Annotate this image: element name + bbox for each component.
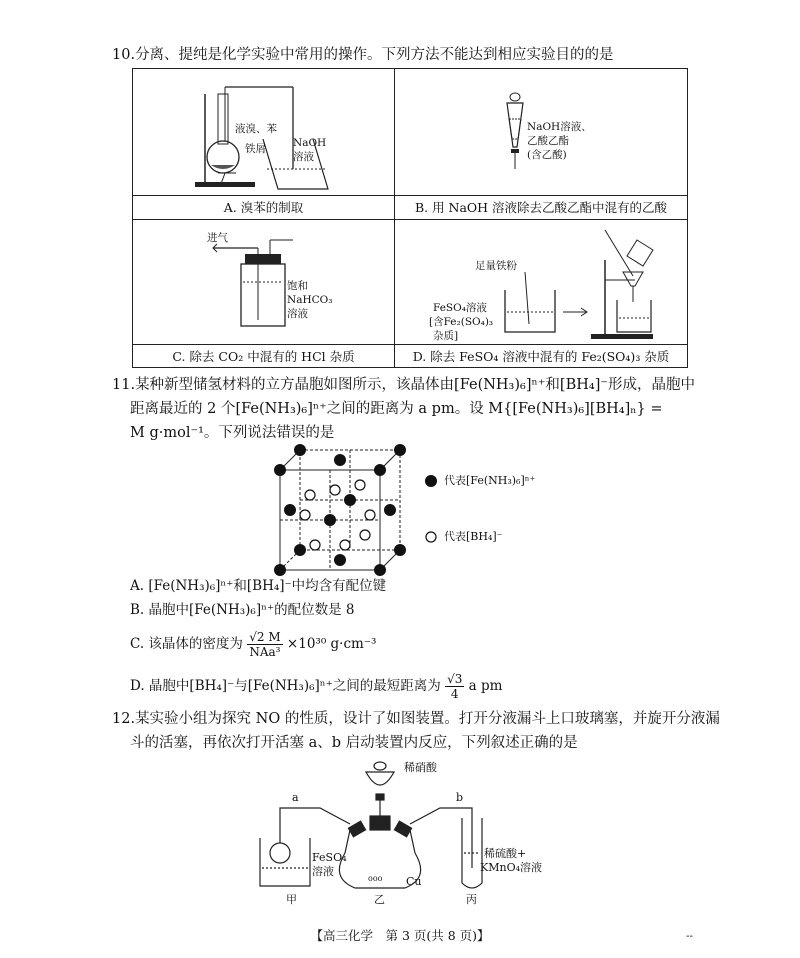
q10-number: 10. <box>112 47 136 63</box>
q11-option-d-suffix: a pm <box>468 678 503 694</box>
q11-option-c <box>130 630 376 659</box>
q12-text-1: 某实验小组为探究 NO 的性质，设计了如图装置。打开分液漏斗上口玻璃塞，并旋开分液漏 <box>135 711 720 727</box>
legend-filled-label: 代表[Fe(NH₃)₆]ⁿ⁺ <box>444 474 536 487</box>
label-nahco3: NaHCO₃ <box>287 294 333 306</box>
q10-caption-a: A. 溴苯的制取 <box>133 195 394 220</box>
label-saturated: 饱和 <box>287 280 308 292</box>
page-footer: 【高三化学 第 3 页(共 8 页)】 <box>310 928 490 943</box>
label-apparatus-yi: 乙 <box>374 893 385 906</box>
q11-option-c-denominator: NAa³ <box>249 645 281 659</box>
label-gas-in: 进气 <box>207 232 228 244</box>
q11-option-c-suffix: ×10³⁰ g·cm⁻³ <box>286 636 377 652</box>
q10-stem <box>112 44 614 66</box>
label-apparatus-jia: 甲 <box>286 893 297 906</box>
label-copper: Cu <box>406 875 422 888</box>
q12-number: 12. <box>112 711 136 727</box>
label-naoh-solution: NaOH溶液、 <box>527 121 592 133</box>
q11-number: 11. <box>112 377 136 393</box>
q11-text-1: 某种新型储氢材料的立方晶胞如图所示，该晶体由[Fe(NH₃)₆]ⁿ⁺和[BH₄]⁻形成，晶胞中 <box>135 377 696 393</box>
q10-text: 分离、提纯是化学实验中常用的操作。下列方法不能达到相应实验目的的是 <box>135 47 614 63</box>
unit-cell-diagram <box>270 440 420 580</box>
q11-stem-line2: 距离最近的 2 个[Fe(NH₃)₆]ⁿ⁺之间的距离为 a pm。设 M{[Fe(NH₃)₆][BH₄]ₙ} = <box>130 401 663 417</box>
label-kmno4-solution: KMnO₄溶液 <box>480 861 542 874</box>
page-mark: -- <box>686 930 694 942</box>
q11-option-d-numerator: √3 <box>447 672 463 686</box>
q10-option-grid <box>132 68 688 368</box>
label-valve-b: b <box>456 791 464 804</box>
label-apparatus-bing: 丙 <box>466 893 477 906</box>
label-iron-filings: 铁屑 <box>245 143 266 155</box>
q11-option-d-denominator: 4 <box>450 687 459 701</box>
no-experiment-apparatus <box>250 758 520 898</box>
q11-stem-line1 <box>112 374 695 396</box>
legend-filled-circle-icon <box>424 474 438 488</box>
q11-option-d-fraction <box>445 672 464 701</box>
label-dilute-nitric-acid: 稀硝酸 <box>404 761 437 774</box>
label-contains-acetic-acid: (含乙酸) <box>527 149 567 161</box>
q11-option-a: A. [Fe(NH₃)₆]ⁿ⁺和[BH₄]⁻中均含有配位键 <box>130 578 387 594</box>
label-solution-c: 溶液 <box>287 308 308 320</box>
label-ethyl-acetate: 乙酸乙酯 <box>527 135 569 147</box>
gas-washing-bottle <box>133 220 395 344</box>
label-feso4-solution: FeSO₄溶液 <box>433 302 487 314</box>
q11-option-d <box>130 672 502 701</box>
label-feso4: FeSO₄ <box>312 851 347 864</box>
q11-stem-line3: M g·mol⁻¹。下列说法错误的是 <box>130 425 335 441</box>
q10-cell-b <box>395 69 687 219</box>
q10-caption-b: B. 用 NaOH 溶液除去乙酸乙酯中混有的乙酸 <box>395 195 687 220</box>
label-dilute-sulfuric-acid: 稀硫酸+ <box>484 847 527 860</box>
label-bromine-benzene: 液溴、苯 <box>235 123 277 135</box>
q10-cell-d <box>395 219 687 367</box>
q11-option-c-prefix: C. 该晶体的密度为 <box>130 636 243 652</box>
q11-option-c-numerator: √2 M <box>249 630 281 644</box>
q11-option-b: B. 晶胞中[Fe(NH₃)₆]ⁿ⁺的配位数是 8 <box>130 602 355 618</box>
label-excess-iron-powder: 足量铁粉 <box>475 260 517 272</box>
q10-cell-a <box>133 69 395 219</box>
legend-open-label: 代表[BH₄]⁻ <box>444 530 503 543</box>
label-naoh: NaOH <box>293 137 327 149</box>
q12-stem-line1 <box>112 708 720 730</box>
label-valve-a: a <box>292 791 299 804</box>
label-feso4-solution-12: 溶液 <box>312 865 334 878</box>
label-containing-fe2so43: [含Fe₂(SO₄)₃ <box>429 316 494 328</box>
legend-open-circle-icon <box>424 530 438 544</box>
svg-text:ooo: ooo <box>368 874 383 883</box>
q10-caption-d: D. 除去 FeSO₄ 溶液中混有的 Fe₂(SO₄)₃ 杂质 <box>395 344 687 369</box>
q10-caption-c: C. 除去 CO₂ 中混有的 HCl 杂质 <box>133 344 394 369</box>
q11-option-d-prefix: D. 晶胞中[BH₄]⁻与[Fe(NH₃)₆]ⁿ⁺之间的最短距离为 <box>130 678 441 694</box>
q10-cell-c <box>133 219 395 367</box>
q12-stem-line2: 斗的活塞，再依次打开活塞 a、b 启动装置内反应，下列叙述正确的是 <box>130 735 578 751</box>
q11-option-c-fraction <box>247 630 282 659</box>
label-impurity: 杂质] <box>433 330 459 342</box>
label-solution: 溶液 <box>293 151 314 163</box>
